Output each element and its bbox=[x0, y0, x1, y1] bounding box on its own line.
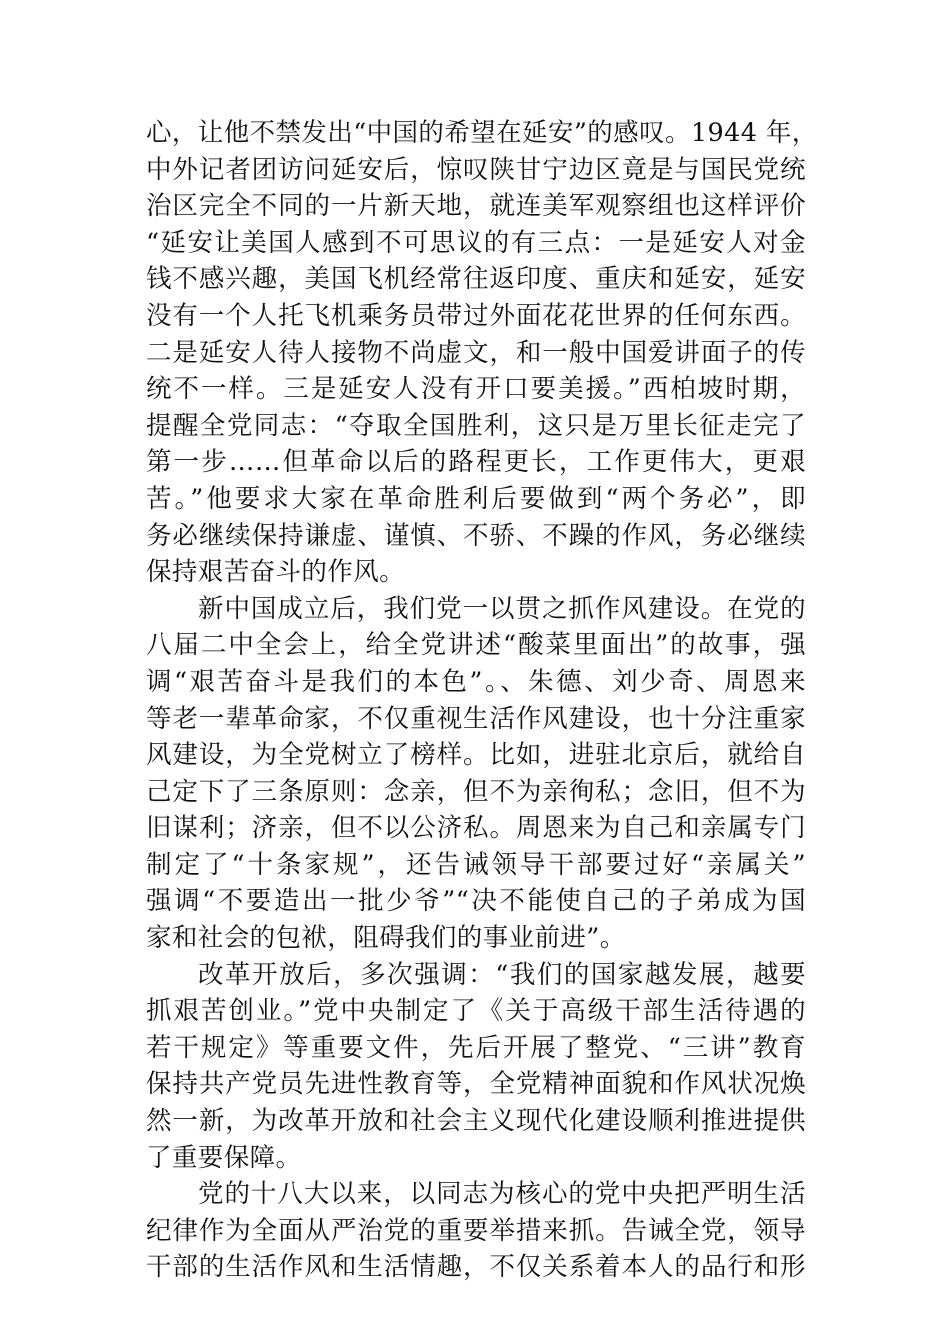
text-line: 强调“不要造出一批少爷”“决不能使自己的子弟成为国 bbox=[146, 886, 806, 917]
paragraph-first-line: 改革开放后，多次强调：“我们的国家越发展，越要 bbox=[198, 959, 806, 990]
text-line: 抓艰苦创业。”党中央制定了《关于高级干部生活待遇的 bbox=[146, 996, 806, 1027]
text-line: 了重要保障。 bbox=[146, 1142, 302, 1173]
text-line: 保持艰苦奋斗的作风。 bbox=[146, 557, 406, 588]
text-line: 风建设，为全党树立了榜样。比如，进驻北京后，就给自 bbox=[146, 740, 806, 771]
text-line: 统不一样。三是延安人没有开口要美援。”西柏坡时期， bbox=[146, 374, 806, 405]
text-line: 干部的生活作风和生活情趣，不仅关系着本人的品行和形 bbox=[146, 1252, 806, 1283]
text-line: 若干规定》等重要文件，先后开展了整党、“三讲”教育 bbox=[146, 1032, 806, 1063]
text-line: 八届二中全会上，给全党讲述“酸菜里面出”的故事，强 bbox=[146, 630, 806, 661]
text-line: 二是延安人待人接物不尚虚文，和一般中国爱讲面子的传 bbox=[146, 337, 806, 368]
paragraph-first-line: 新中国成立后，我们党一以贯之抓作风建设。在党的 bbox=[198, 593, 806, 624]
text-line: 家和社会的包袱，阻碍我们的事业前进”。 bbox=[146, 923, 626, 954]
text-line: 调“艰苦奋斗是我们的本色”。、朱德、刘少奇、周恩来 bbox=[146, 666, 806, 697]
text-line: 等老一辈革命家，不仅重视生活作风建设，也十分注重家 bbox=[146, 703, 806, 734]
text-line: “延安让美国人感到不可思议的有三点：一是延安人对金 bbox=[146, 227, 806, 258]
text-line: 治区完全不同的一片新天地，就连美军观察组也这样评价 bbox=[146, 191, 806, 222]
text-line: 钱不感兴趣，美国飞机经常往返印度、重庆和延安，延安 bbox=[146, 264, 806, 295]
paragraph-first-line: 党的十八大以来，以同志为核心的党中央把严明生活 bbox=[198, 1179, 806, 1210]
text-line: 务必继续保持谦虚、谨慎、不骄、不躁的作风，务必继续 bbox=[146, 520, 806, 551]
text-line: 制定了“十条家规”，还告诫领导干部要过好“亲属关” bbox=[146, 849, 806, 880]
text-line: 提醒全党同志：“夺取全国胜利，这只是万里长征走完了 bbox=[146, 410, 806, 441]
text-line: 保持共产党员先进性教育等，全党精神面貌和作风状况焕 bbox=[146, 1069, 806, 1100]
text-line: 己定下了三条原则：念亲，但不为亲徇私；念旧，但不为 bbox=[146, 776, 806, 807]
text-line: 中外记者团访问延安后，惊叹陕甘宁边区竟是与国民党统 bbox=[146, 154, 806, 185]
body-text bbox=[146, 115, 818, 1286]
text-line: 纪律作为全面从严治党的重要举措来抓。告诫全党，领导 bbox=[146, 1215, 806, 1246]
text-line: 旧谋利；济亲，但不以公济私。周恩来为自己和亲属专门 bbox=[146, 813, 806, 844]
text-line: 第一步……但革命以后的路程更长，工作更伟大，更艰 bbox=[146, 447, 806, 478]
text-line: 没有一个人托飞机乘务员带过外面花花世界的任何东西。 bbox=[146, 300, 806, 331]
text-line: 然一新，为改革开放和社会主义现代化建设顺利推进提供 bbox=[146, 1106, 806, 1137]
text-line: 心，让他不禁发出“中国的希望在延安”的感叹。1944 年， bbox=[146, 118, 818, 148]
text-line: 苦。”他要求大家在革命胜利后要做到“两个务必”，即 bbox=[146, 483, 806, 514]
